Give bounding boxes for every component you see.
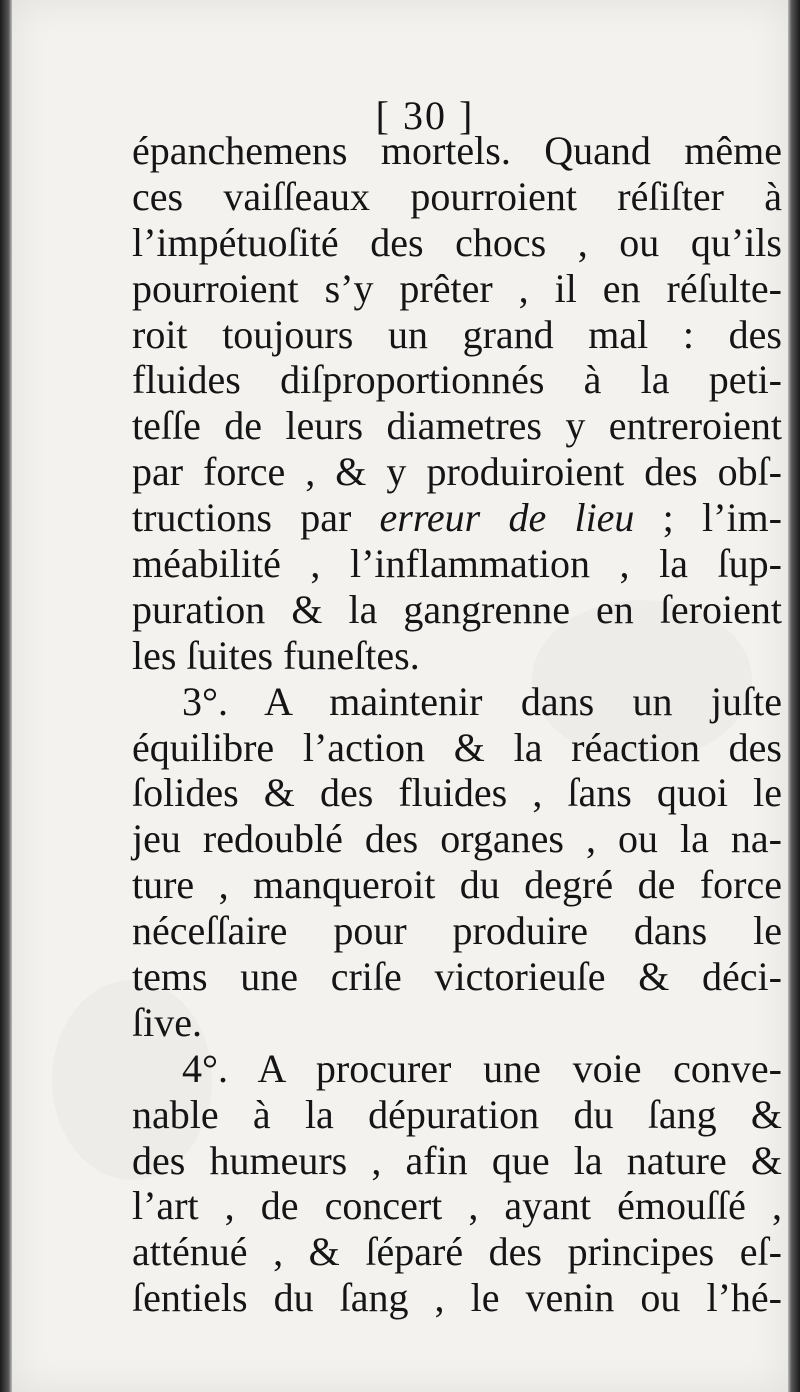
text-line: 3°. A maintenir dans un juſte — [182, 678, 782, 724]
text-line: teſſe de leurs diametres y entreroient — [132, 403, 782, 449]
italic-phrase: erreur de lieu — [379, 495, 635, 541]
page-left-edge-shadow — [0, 0, 12, 1392]
text-line: tems une criſe victorieuſe & déci- — [132, 954, 782, 1000]
text-line: équilibre l’action & la réaction des — [132, 724, 782, 770]
text-line: ſolides & des fluides , ſans quoi le — [132, 770, 782, 816]
text-line: des humeurs , afin que la nature & — [132, 1137, 782, 1183]
text-line: ture , manqueroit du degré de force — [132, 862, 782, 908]
text-segment: ; l’im- — [634, 495, 782, 541]
text-line: pourroient s’y prêter , il en réſulte- — [132, 265, 782, 311]
text-line: méabilité , l’inflammation , la ſup- — [132, 541, 782, 587]
page-number: [ 30 ] — [375, 93, 475, 138]
text-line: roit toujours un grand mal : des — [132, 311, 782, 357]
text-line: l’impétuoſité des chocs , ou qu’ils — [132, 219, 782, 265]
text-line: l’art , de concert , ayant émouſſé , — [132, 1183, 782, 1229]
text-line: puration & la gangrenne en ſeroient — [132, 586, 782, 632]
text-line: atténué , & ſéparé des principes eſ- — [132, 1229, 782, 1275]
text-line: ſive. — [132, 999, 202, 1045]
page-right-edge-shadow — [788, 0, 800, 1392]
book-page — [12, 0, 788, 1392]
text-line: par force , & y produiroient des obſ- — [132, 449, 782, 495]
text-line: les ſuites funeſtes. — [132, 632, 420, 678]
text-line: ſentiels du ſang , le venin ou l’hé- — [132, 1275, 782, 1321]
text-line: fluides diſproportionnés à la peti- — [132, 357, 782, 403]
text-line: ces vaiſſeaux pourroient réſiſter à — [132, 173, 782, 219]
text-segment: tructions par — [132, 495, 380, 541]
text-line: jeu redoublé des organes , ou la na- — [132, 816, 782, 862]
text-line: nable à la dépuration du ſang & — [132, 1091, 782, 1137]
text-line: épanchemens mortels. Quand même — [132, 128, 782, 173]
text-line: 4°. A procurer une voie conve- — [182, 1045, 782, 1091]
body-text — [132, 128, 782, 1321]
text-line: néceſſaire pour produire dans le — [132, 908, 782, 954]
text-line — [132, 495, 782, 541]
